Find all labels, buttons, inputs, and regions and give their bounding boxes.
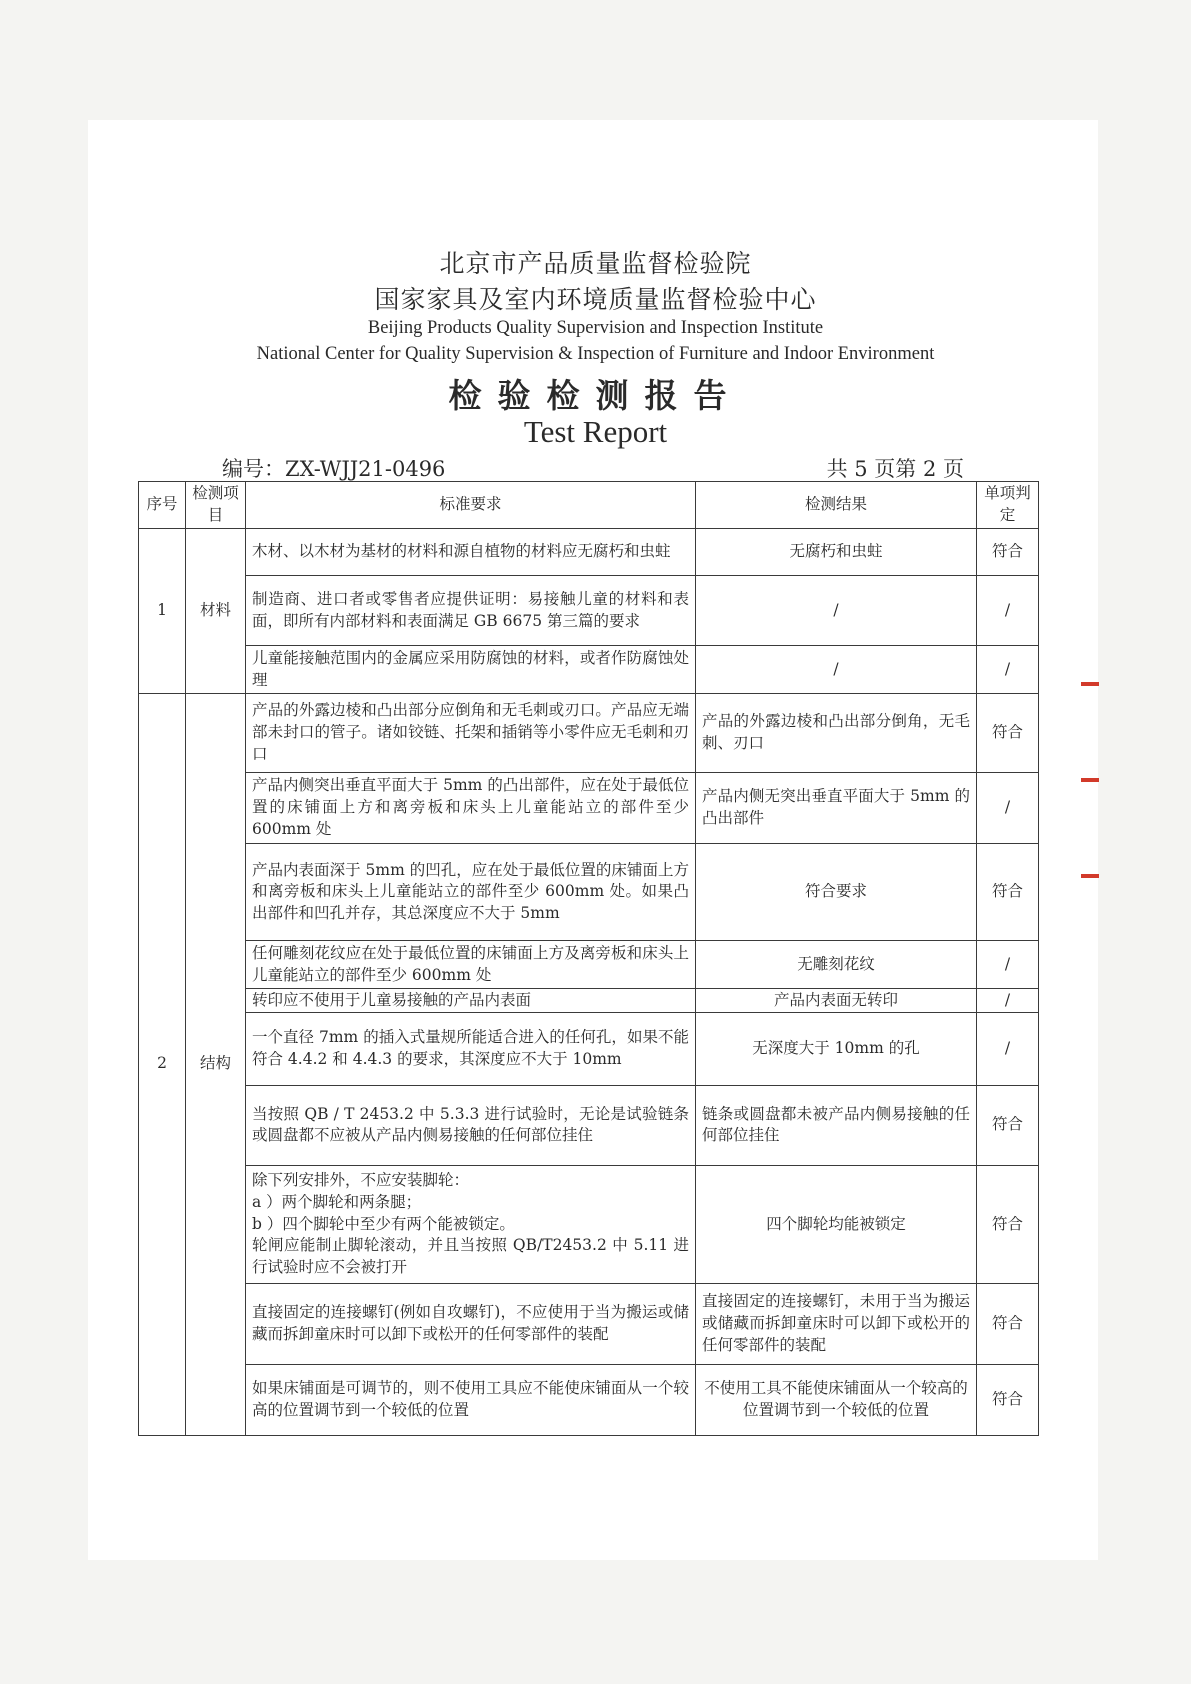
- table-row: [139, 1364, 1039, 1435]
- requirement-cell: 产品内侧突出垂直平面大于 5mm 的凸出部件，应在处于最低位置的床铺面上方和离旁板和床头上儿童能站立的部件至少 600mm 处: [246, 772, 696, 843]
- requirement-cell: 当按照 QB / T 2453.2 中 5.3.3 进行试验时，无论是试验链条或圆盘都不应被从产品内侧易接触的任何部位挂住: [246, 1085, 696, 1165]
- requirement-cell: 如果床铺面是可调节的，则不使用工具应不能使床铺面从一个较高的位置调节到一个较低的位置: [246, 1364, 696, 1435]
- seq-cell: 1: [139, 529, 186, 694]
- verdict-cell: 符合: [977, 844, 1039, 941]
- requirement-cell: 制造商、进口者或零售者应提供证明：易接触儿童的材料和表面，即所有内部材料和表面满足 GB 6675 第三篇的要求: [246, 576, 696, 646]
- header-requirement: 标准要求: [246, 482, 696, 529]
- table-row: [139, 576, 1039, 646]
- result-cell: 不使用工具不能使床铺面从一个较高的位置调节到一个较低的位置: [696, 1364, 977, 1435]
- result-cell: /: [696, 576, 977, 646]
- seal-top-bar: [1081, 682, 1099, 686]
- header-verdict: 单项判定: [977, 482, 1039, 529]
- table-row: [139, 529, 1039, 576]
- org-name-cn-2: 国家家具及室内环境质量监督检验中心: [374, 285, 817, 314]
- result-cell: 链条或圆盘都未被产品内侧易接触的任何部位挂住: [696, 1085, 977, 1165]
- requirement-line: b ）四个脚轮中至少有两个能被锁定。: [252, 1214, 515, 1233]
- verdict-cell: 符合: [977, 529, 1039, 576]
- requirement-cell: 木材、以木材为基材的材料和源自植物的材料应无腐朽和虫蛀: [246, 529, 696, 576]
- requirement-cell: 直接固定的连接螺钉(例如自攻螺钉)，不应使用于当为搬运或储藏而拆卸童床时可以卸下或松开的任何零部件的装配: [246, 1284, 696, 1364]
- org-name-en-2: National Center for Quality Supervision & Inspection of Furniture and Indoor Environment: [256, 344, 935, 364]
- report-title-en: Test Report: [523, 414, 668, 449]
- verdict-cell: /: [977, 772, 1039, 843]
- result-cell: 符合要求: [696, 844, 977, 941]
- result-cell: 四个脚轮均能被锁定: [696, 1165, 977, 1283]
- result-cell: 产品内侧无突出垂直平面大于 5mm 的凸出部件: [696, 772, 977, 843]
- red-seal-stamp: [1078, 682, 1102, 878]
- result-cell: 无深度大于 10mm 的孔: [696, 1013, 977, 1085]
- verdict-cell: /: [977, 941, 1039, 988]
- requirement-line: 除下列安排外，不应安装脚轮：: [252, 1171, 470, 1190]
- page-count: 共 5 页第 2 页: [826, 457, 964, 481]
- result-cell: 无腐朽和虫蛀: [696, 529, 977, 576]
- item-cell: 结构: [186, 693, 246, 1435]
- table-header-row: [139, 482, 1039, 529]
- table-row: [139, 941, 1039, 988]
- result-cell: 无雕刻花纹: [696, 941, 977, 988]
- org-name-en-1: Beijing Products Quality Supervision and Inspection Institute: [367, 318, 824, 338]
- result-cell: /: [696, 646, 977, 693]
- inspection-table: [138, 481, 1039, 1436]
- seq-cell: 2: [139, 693, 186, 1435]
- report-title-cn: 检验检测报告: [448, 376, 743, 415]
- table-row: [139, 646, 1039, 693]
- header-item: 检测项目: [186, 482, 246, 529]
- verdict-cell: /: [977, 1013, 1039, 1085]
- seal-mid-bar: [1081, 778, 1099, 782]
- verdict-cell: 符合: [977, 1284, 1039, 1364]
- table-row: [139, 1165, 1039, 1283]
- table-row: [139, 1284, 1039, 1364]
- verdict-cell: /: [977, 576, 1039, 646]
- table-row: [139, 844, 1039, 941]
- verdict-cell: 符合: [977, 1364, 1039, 1435]
- verdict-cell: 符合: [977, 1085, 1039, 1165]
- verdict-cell: 符合: [977, 1165, 1039, 1283]
- requirement-cell: [246, 1165, 696, 1283]
- header-seq: 序号: [139, 482, 186, 529]
- result-cell: 产品内表面无转印: [696, 988, 977, 1013]
- verdict-cell: /: [977, 646, 1039, 693]
- requirement-line: a ）两个脚轮和两条腿；: [252, 1193, 422, 1212]
- table-row: [139, 772, 1039, 843]
- header-result: 检测结果: [696, 482, 977, 529]
- requirement-cell: 任何雕刻花纹应在处于最低位置的床铺面上方及离旁板和床头上儿童能站立的部件至少 600mm 处: [246, 941, 696, 988]
- requirement-cell: 产品的外露边棱和凸出部分应倒角和无毛刺或刃口。产品应无端部未封口的管子。诸如铰链、托架和插销等小零件应无毛刺和刃口: [246, 693, 696, 772]
- report-number: 编号：ZX-WJJ21-0496: [222, 457, 446, 481]
- requirement-line: 轮闸应能制止脚轮滚动，并且当按照 QB/T2453.2 中 5.11 进行试验时应不会被打开: [252, 1236, 689, 1277]
- requirement-cell: 产品内表面深于 5mm 的凹孔，应在处于最低位置的床铺面上方和离旁板和床头上儿童能站立的部件至少 600mm 处。如果凸出部件和凹孔并存，其总深度应不大于 5mm: [246, 844, 696, 941]
- requirement-cell: 儿童能接触范围内的金属应采用防腐蚀的材料，或者作防腐蚀处理: [246, 646, 696, 693]
- org-name-cn-1: 北京市产品质量监督检验院: [439, 249, 752, 278]
- verdict-cell: 符合: [977, 693, 1039, 772]
- requirement-cell: 一个直径 7mm 的插入式量规所能适合进入的任何孔，如果不能符合 4.4.2 和 4.4.3 的要求，其深度应不大于 10mm: [246, 1013, 696, 1085]
- verdict-cell: /: [977, 988, 1039, 1013]
- item-cell: 材料: [186, 529, 246, 694]
- seal-bottom-bar: [1081, 874, 1099, 878]
- requirement-cell: 转印应不使用于儿童易接触的产品内表面: [246, 988, 696, 1013]
- table-row: [139, 1013, 1039, 1085]
- result-cell: 直接固定的连接螺钉，未用于当为搬运或储藏而拆卸童床时可以卸下或松开的任何零部件的装配: [696, 1284, 977, 1364]
- table-row: [139, 693, 1039, 772]
- table-row: [139, 1085, 1039, 1165]
- result-cell: 产品的外露边棱和凸出部分倒角，无毛刺、刃口: [696, 693, 977, 772]
- table-row: [139, 988, 1039, 1013]
